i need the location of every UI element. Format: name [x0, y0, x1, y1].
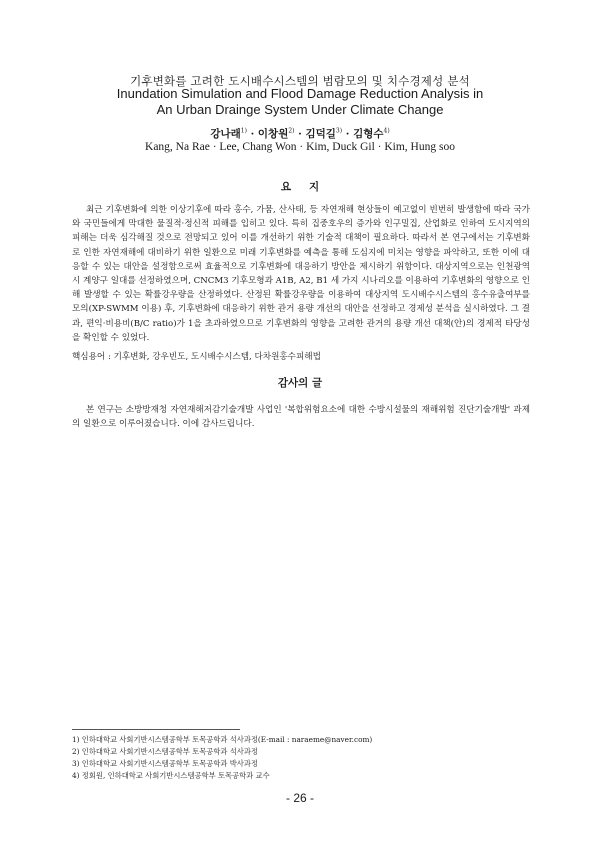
author-separator: ·: [294, 128, 306, 140]
author-name: 강나래: [210, 128, 241, 140]
abstract-heading: 요지: [280, 181, 338, 193]
author-separator: ·: [342, 128, 354, 140]
acknowledgement-paragraph: 본 연구는 소방방재청 자연재해저감기술개발 사업인 '복합위험요소에 대한 수방시설물의 재해위험 진단기술개발' 과제의 일환으로 이루어졌습니다. 이에 감사드립니다.: [72, 405, 530, 430]
footnote-divider: [72, 729, 240, 730]
footnote: 1) 인하대학교 사회기반시스템공학부 토목공학과 석사과정(E-mail : naraeme@naver.com): [72, 735, 373, 744]
author-mark: 2): [288, 127, 295, 135]
authors-english: Kang, Na Rae · Lee, Chang Won · Kim, Duck Gil · Kim, Hung soo: [145, 141, 455, 153]
keywords: 핵심용어 : 기후변화, 강우빈도, 도시배수시스템, 다차원홍수피해법: [72, 352, 321, 362]
author-mark: 1): [240, 127, 247, 135]
author-mark: 4): [383, 127, 390, 135]
author-mark: 3): [335, 127, 343, 135]
acknowledgement-heading: 감사의 글: [277, 377, 323, 389]
acknowledgement-body: [72, 403, 530, 431]
title-korean: 기후변화를 고려한 도시배수시스템의 범람모의 및 치수경제성 분석: [130, 74, 470, 88]
title-english-line1: Inundation Simulation and Flood Damage Reduction Analysis in: [116, 86, 484, 101]
footnote: 2) 인하대학교 사회기반시스템공학부 토목공학과 석사과정: [72, 747, 258, 756]
footnote: 3) 인하대학교 사회기반시스템공학부 토목공학과 박사과정: [72, 759, 258, 768]
authors-korean: [0, 126, 600, 141]
page-number: - 26 -: [285, 791, 314, 805]
footnote: 4) 정회원, 인하대학교 사회기반시스템공학부 토목공학과 교수: [72, 771, 270, 780]
abstract-body: [72, 203, 530, 345]
footnotes: [72, 734, 532, 782]
title-english-line2: An Urban Drainge System Under Climate Change: [156, 102, 444, 117]
author-separator: ·: [246, 128, 258, 140]
author-name: 이창원: [257, 128, 289, 140]
author-name: 김형수: [353, 128, 384, 140]
author-name: 김덕길: [305, 128, 336, 140]
abstract-paragraph: 최근 기후변화에 의한 이상기후에 따라 홍수, 가뭄, 산사태, 등 자연재해 현상들이 예고없이 빈번히 발생함에 따라 국가와 국민들에게 막대한 물질적·정신적 피해를 입히고 있다. 특히 집중호우의 증가와 인구밀집, 산업화로 인하여 도시지역의 피해는 더욱 심각해질 것으로 전망되고 있어 이를 개선하기 위한 기술적 대책이 필요하다. 따라서 본 연구에서는 기후변화로 인한 자연재해에 대비하기 위한 일환으로 미래 기후변화를 예측을 통해 도심지에 미치는 영향을 파악하고, 또한 이에 대응할 수 있는 대안을 설정함으로써 효율적으로 기후변화에 대응하기 방안을 제시하기 위함이다. 대상지역으로는 인천광역시 계양구 일대를 선정하였으며, CNCM3 기후모형과 A1B, A2, B1 세 가지 시나리오를 이용하여 기후변화의 영향으로 인해 발생할 수 있는 확률강우량을 산정하였다. 산정된 확률강우량을 이용하여 대상지역 도시배수시스템의 홍수유출여부를 모의(XP-SWMM 이용) 후, 기후변화에 대응하기 위한 관거 용량 개선의 대안을 선정하고 경제성 분석을 실시하였다. 그 결과, 편익·비용비(B/C ratio)가 1을 초과하였으므로 기후변화의 영향을 고려한 관거의 용량 개선 대책(안)의 경제적 타당성을 확인할 수 있었다.: [72, 205, 530, 343]
